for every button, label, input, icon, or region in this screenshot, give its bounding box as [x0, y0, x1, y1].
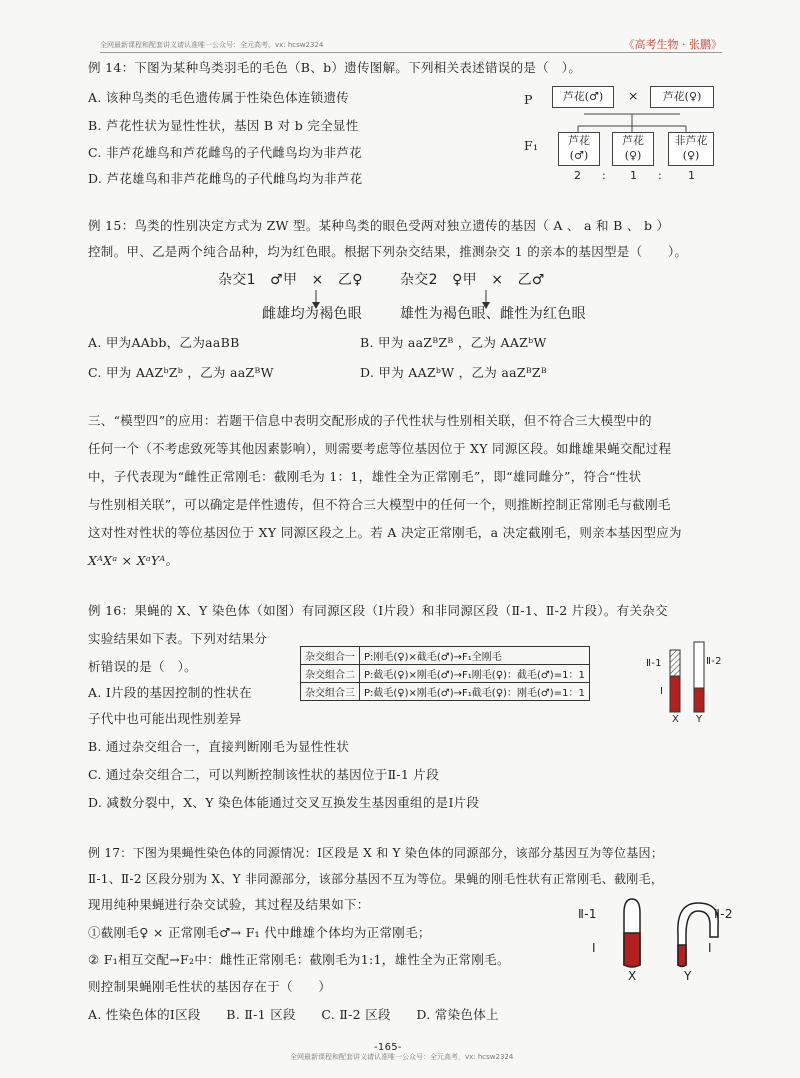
ex15-cross2: 杂交2 ♀甲 × 乙♂	[400, 272, 545, 288]
ex14-option-d: D. 芦花雄鸟和非芦花雌鸟的子代雌鸟均为非芦花	[88, 171, 363, 186]
ex15-cross1: 杂交1 ♂甲 × 乙♀	[218, 272, 363, 288]
table-row	[301, 683, 590, 701]
section3-formula: XᴬXᵃ × XᵃYᴬ。	[88, 553, 179, 568]
ex16-option-c: C. 通过杂交组合二，可以判断控制该性状的基因位于Ⅱ-1 片段	[88, 767, 440, 782]
section3-line2: 任何一个（不考虑致死等其他因素影响），则需要考虑等位基因位于 XY 同源区段。如雌雄果蝇交配过程	[88, 441, 672, 456]
ex16-option-a1: A. Ⅰ片段的基因控制的性状在	[88, 685, 252, 700]
ex17-line1: 例 17：下图为果蝇性染色体的同源情况：Ⅰ区段是 X 和 Y 染色体的同源部分，该部分基因互为等位基因；	[88, 846, 664, 860]
p-female-box: 芦花(♀)	[650, 86, 714, 108]
f1-1-sex: (♂)	[569, 149, 589, 162]
f1-3-name: 非芦花	[674, 134, 708, 147]
page-number: -165-	[374, 1042, 402, 1053]
ex14-option-b: B. 芦花性状为显性性状，基因 B 对 b 完全显性	[88, 118, 359, 133]
table-row	[301, 665, 590, 683]
table-cell-label: 杂交组合一	[301, 647, 360, 665]
ex16-line1: 例 16：果蝇的 X、Y 染色体（如图）有同源区段（Ⅰ片段）和非同源区段（Ⅱ-1、Ⅱ-2 片段）。有关杂交	[88, 603, 668, 618]
section3-line5: 这对性对性状的等位基因位于 XY 同源区段之上。若 A 决定正常刚毛，a 决定截刚毛，则亲本基因型应为	[88, 525, 682, 540]
ex15-result2: 雄性为褐色眼、雌性为红色眼	[400, 306, 586, 322]
ex15-option-c: C. 甲为 AAZᵇZᵇ ，乙为 aaZᴮW	[88, 365, 274, 380]
f1-1-name: 芦花	[568, 134, 590, 147]
f1-2-sex: (♀)	[624, 149, 642, 162]
chrom17-label-y: Y	[684, 969, 692, 983]
table-cell-result: P:截毛(♀)×刚毛(♂)→F₁截毛(♀)：刚毛(♂)=1：1	[360, 683, 590, 701]
ex15-line2: 控制。甲、乙是两个纯合品种，均为红色眼。根据下列杂交结果，推测杂交 1 的亲本的基因型是（ ）。	[88, 244, 688, 259]
ex17-line5: ② F₁相互交配→F₂中：雌性正常刚毛：截刚毛为1:1，雄性全为正常刚毛。	[88, 952, 510, 967]
ex17-line4: ①截刚毛♀ × 正常刚毛♂→ F₁ 代中雌雄个体均为正常刚毛；	[88, 925, 431, 940]
p-label: P	[524, 92, 533, 107]
ratio-colon-2: :	[658, 169, 663, 182]
p-cross: ×	[628, 88, 639, 103]
f1-box-3	[668, 132, 714, 166]
chrom17-label-i-right: Ⅰ	[708, 941, 712, 955]
chrom-label-y: Y	[696, 714, 703, 725]
ex15-option-d: D. 甲为 AAZᵇW ，乙为 aaZᴮZᴮ	[360, 365, 547, 380]
header-divider	[100, 52, 722, 53]
ex15-line1: 例 15：鸟类的性别决定方式为 ZW 型。某种鸟类的眼色受两对独立遗传的基因（ A 、 a 和 B 、 b ）	[88, 218, 670, 233]
ex14-title: 例 14：下图为某种鸟类羽毛的毛色（B、b）遗传图解。下列相关表述错误的是（ ）。	[88, 60, 582, 75]
ex14-option-a: A. 该种鸟类的毛色遗传属于性染色体连锁遗传	[88, 90, 350, 105]
ratio-3: 1	[688, 169, 696, 182]
table-row	[301, 647, 590, 665]
section3-line4: 与性别相关联”，可以确定是伴性遗传，但不符合三大模型中的任何一个，则推断控制正常刚毛与截刚毛	[88, 497, 671, 512]
table-cell-result: P:截毛(♀)×刚毛(♂)→F₁刚毛(♀)：截毛(♂)=1：1	[360, 665, 590, 683]
chrom-label-ii1: Ⅱ-1	[646, 658, 662, 669]
xy-chromosomes	[664, 640, 714, 720]
chrom-label-i: Ⅰ	[660, 686, 664, 697]
footer-note: 全网最新课程和配套讲义请认准唯一公众号：全元高考，vx: hcsw2324	[290, 1053, 514, 1061]
f1-2-name: 芦花	[622, 134, 644, 147]
ex16-line2: 实验结果如下表。下列对结果分	[88, 631, 268, 646]
ratio-colon-1: :	[602, 169, 607, 182]
ex17-line6: 则控制果蝇刚毛性状的基因存在于（ ）	[88, 979, 332, 994]
table-cell-result: P:刚毛(♀)×截毛(♂)→F₁全刚毛	[360, 647, 590, 665]
chrom-label-ii2: Ⅱ-2	[706, 656, 722, 667]
ex15-option-b: B. 甲为 aaZᴮZᴮ ，乙为 AAZᵇW	[360, 335, 547, 350]
f1-label: F₁	[524, 138, 539, 153]
f1-box-1	[558, 132, 600, 166]
table-cell-label: 杂交组合二	[301, 665, 360, 683]
f1-box-2	[612, 132, 654, 166]
ex14-option-c: C. 非芦花雄鸟和芦花雌鸟的子代雌鸟均为非芦花	[88, 145, 362, 160]
ratio-1: 2	[574, 169, 582, 182]
chrom17-label-i-left: Ⅰ	[592, 941, 596, 955]
chrom17-label-ii2: Ⅱ-2	[714, 907, 733, 921]
ex15-result1: 雌雄均为褐色眼	[262, 306, 363, 322]
ex16-option-a2: 子代中也可能出现性别差异	[88, 711, 242, 726]
chrom17-label-ii1: Ⅱ-1	[578, 907, 597, 921]
table-cell-label: 杂交组合三	[301, 683, 360, 701]
section3-line1: 三、“模型四”的应用：若题干信息中表明交配形成的子代性状与性别相关联，但不符合三大模型中的	[88, 413, 652, 428]
chrom-label-x: X	[672, 714, 680, 725]
ex17-line2: Ⅱ-1、Ⅱ-2 区段分别为 X、Y 非同源部分，该部分基因不互为等位。果蝇的刚毛性状有正常刚毛、截刚毛，	[88, 872, 664, 886]
ex17-line3: 现用纯种果蝇进行杂交试验，其过程及结果如下：	[88, 897, 370, 912]
ex16-line3: 析错误的是（ ）。	[88, 659, 197, 674]
ex15-option-a: A. 甲为AAbb，乙为aaBB	[88, 335, 240, 350]
f1-3-sex: (♀)	[682, 149, 700, 162]
chrom17-label-x: X	[628, 969, 637, 983]
ex16-cross-table	[300, 646, 590, 701]
ex16-option-b: B. 通过杂交组合一，直接判断刚毛为显性性状	[88, 739, 350, 754]
header-note: 全网最新课程和配套讲义请认准唯一公众号：全元高考，vx: hcsw2324	[100, 41, 324, 49]
section3-line3: 中，子代表现为“雌性正常刚毛：截刚毛为 1：1，雄性全为正常刚毛”，即“雄同雌分”，符合“性状	[88, 469, 642, 484]
ex17-options: A. 性染色体的Ⅰ区段 B. Ⅱ-1 区段 C. Ⅱ-2 区段 D. 常染色体上	[88, 1007, 499, 1022]
ratio-2: 1	[630, 169, 638, 182]
header-tag: 《高考生物 · 张鹏》	[623, 38, 722, 51]
p-male-box: 芦花(♂)	[552, 86, 614, 108]
ex16-option-d: D. 减数分裂中，X、Y 染色体能通过交叉互换发生基因重组的是Ⅰ片段	[88, 795, 480, 810]
